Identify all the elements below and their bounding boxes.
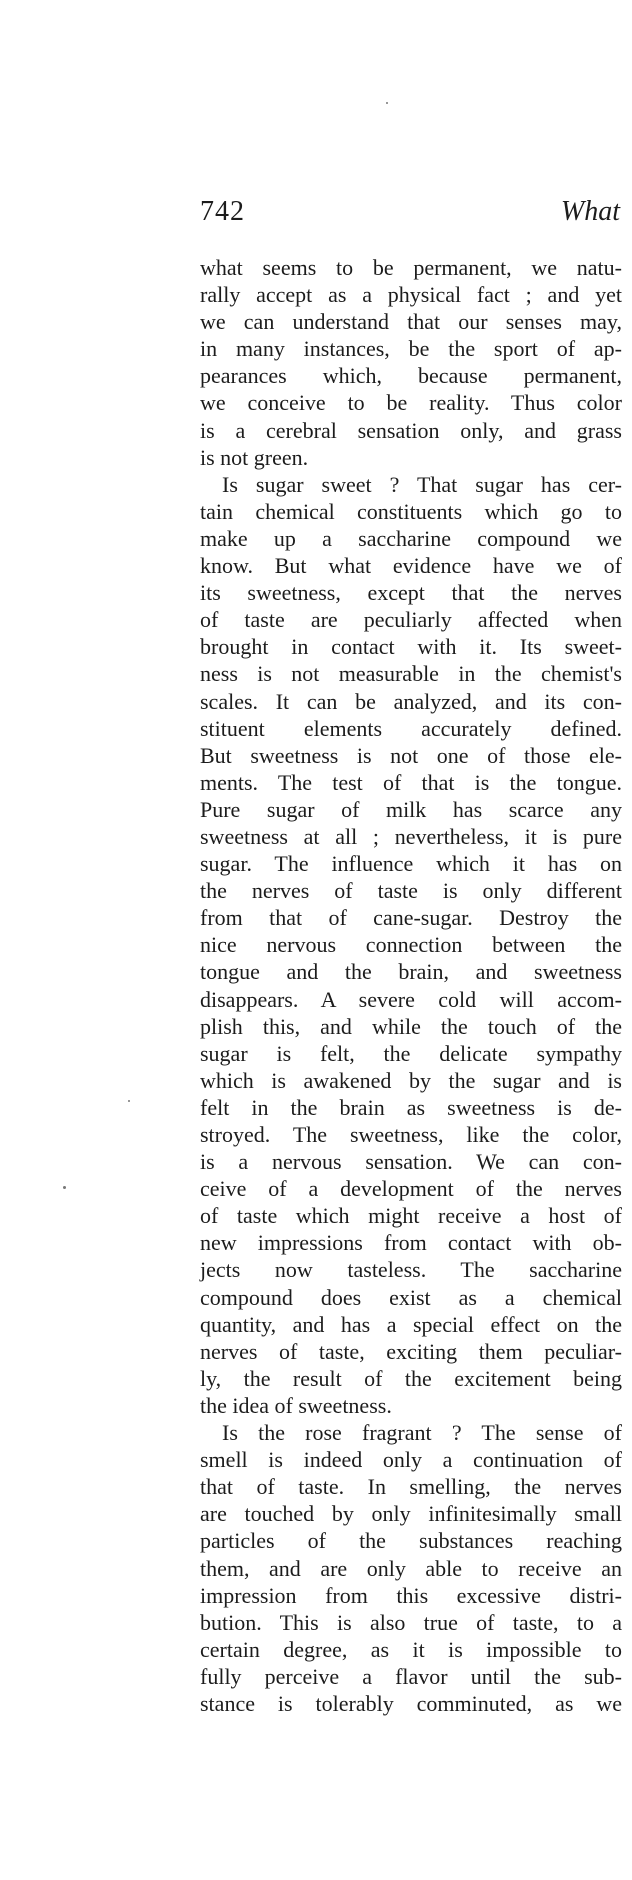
running-head: What — [560, 196, 620, 227]
text-line: sugar. The influence which it has on — [200, 851, 622, 877]
text-line: smell is indeed only a continuation of — [200, 1447, 622, 1473]
text-line: which is awakened by the sugar and is — [200, 1067, 622, 1093]
text-line: is not green. — [200, 444, 309, 470]
text-line: tongue and the brain, and sweetness — [200, 959, 622, 985]
text-line: of taste are peculiarly affected when — [200, 607, 622, 633]
text-line: compound does exist as a chemical — [200, 1284, 622, 1310]
text-line: nerves of taste, exciting them peculiar- — [200, 1338, 622, 1364]
text-line: ly, the result of the excitement being — [200, 1365, 622, 1391]
text-line: from that of cane-sugar. Destroy the — [200, 905, 622, 931]
text-line: jects now tasteless. The saccharine — [200, 1257, 622, 1283]
text-line: quantity, and has a special effect on the — [200, 1311, 622, 1337]
text-line: we conceive to be reality. Thus color — [200, 390, 622, 416]
paper-speck — [386, 102, 388, 104]
text-line: disappears. A severe cold will accom- — [200, 986, 622, 1012]
text-line: tain chemical constituents which go to — [200, 498, 622, 524]
text-line: felt in the brain as sweetness is de- — [200, 1094, 622, 1120]
body-text — [200, 254, 622, 1717]
text-line: that of taste. In smelling, the nerves — [200, 1474, 622, 1500]
text-line: pearances which, because permanent, — [200, 363, 622, 389]
text-line: new impressions from contact with ob- — [200, 1230, 622, 1256]
text-line: of taste which might receive a host of — [200, 1203, 622, 1229]
text-line: Is the rose fragrant ? The sense of — [222, 1420, 622, 1446]
text-line: brought in contact with it. Its sweet- — [200, 634, 622, 660]
text-line: rally accept as a physical fact ; and yet — [200, 282, 622, 308]
text-line: particles of the substances reaching — [200, 1528, 622, 1554]
text-line: nice nervous connection between the — [200, 932, 622, 958]
text-line: stance is tolerably comminuted, as we — [200, 1690, 622, 1716]
page-header — [200, 196, 620, 230]
paper-speck — [128, 1100, 130, 1102]
text-line: what seems to be permanent, we natu- — [200, 255, 622, 280]
text-line: Is sugar sweet ? That sugar has cer- — [222, 471, 622, 497]
text-line: sweetness at all ; nevertheless, it is pure — [200, 823, 622, 849]
text-line: in many instances, be the sport of ap- — [200, 336, 622, 362]
text-line: are touched by only infinitesimally small — [200, 1501, 622, 1527]
text-line: know. But what evidence have we of — [200, 553, 622, 579]
text-line: stroyed. The sweetness, like the color, — [200, 1122, 622, 1147]
page-number: 742 — [200, 196, 245, 227]
text-line: ments. The test of that is the tongue. — [200, 769, 622, 795]
text-line: make up a saccharine compound we — [200, 525, 622, 551]
text-line: ness is not measurable in the chemist's — [200, 661, 622, 687]
text-line: fully perceive a flavor until the sub- — [200, 1663, 622, 1689]
text-line: stituent elements accurately defined. — [200, 715, 622, 741]
text-line: the nerves of taste is only different — [200, 878, 622, 904]
paper-speck — [63, 1186, 66, 1189]
text-line: plish this, and while the touch of the — [200, 1013, 622, 1039]
text-line: is a cerebral sensation only, and grass — [200, 417, 622, 443]
text-line: certain degree, as it is impossible to — [200, 1636, 622, 1662]
text-line: impression from this excessive distri- — [200, 1582, 622, 1608]
text-line: them, and are only able to receive an — [200, 1555, 622, 1581]
text-line: scales. It can be analyzed, and its con- — [200, 688, 622, 714]
text-line: we can understand that our senses may, — [200, 309, 622, 335]
text-line: But sweetness is not one of those ele- — [200, 742, 622, 768]
text-line: ceive of a development of the nerves — [200, 1176, 622, 1202]
text-line: its sweetness, except that the nerves — [200, 580, 622, 606]
text-line: sugar is felt, the delicate sympathy — [200, 1040, 622, 1066]
text-line: the idea of sweetness. — [200, 1392, 392, 1418]
text-line: bution. This is also true of taste, to a — [200, 1609, 622, 1635]
text-line: is a nervous sensation. We can con- — [200, 1149, 622, 1175]
text-line: Pure sugar of milk has scarce any — [200, 796, 622, 822]
